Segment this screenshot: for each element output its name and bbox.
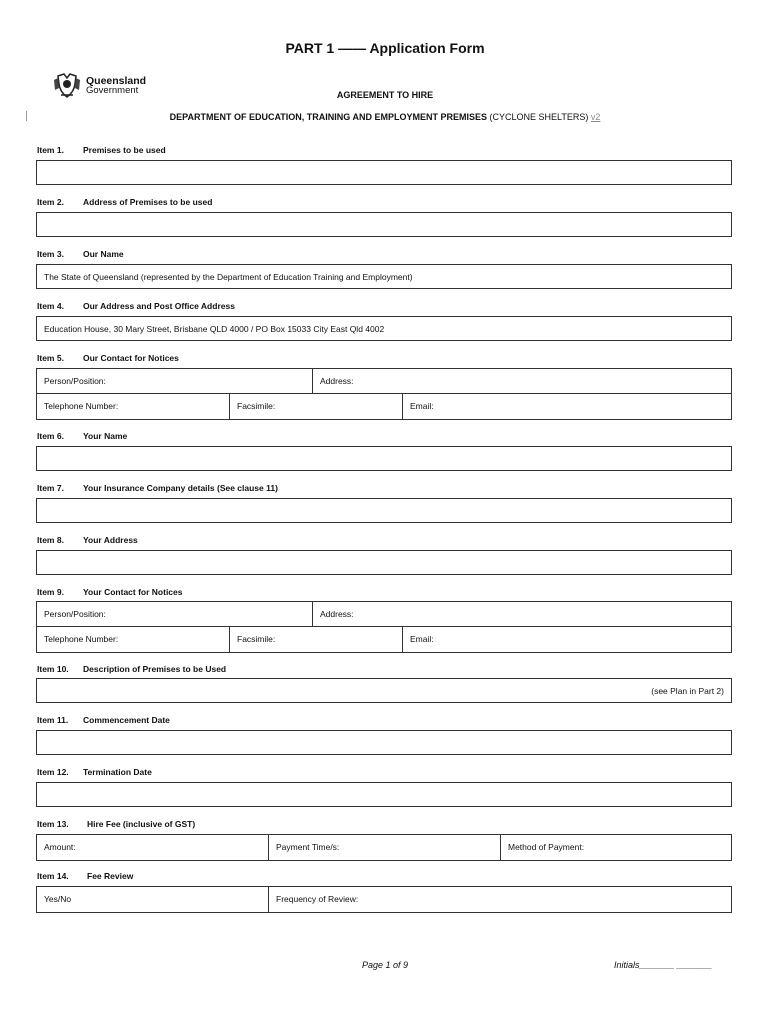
logo-line-1: Queensland (86, 75, 147, 87)
item-3-heading: Item 3. Our Name (37, 249, 124, 259)
your-contact-address-field[interactable]: Address: (320, 609, 354, 619)
your-contact-fax-field[interactable]: Facsimile: (230, 627, 403, 652)
item-1-heading: Item 1. Premises to be used (37, 145, 166, 155)
hire-fee-table (36, 834, 732, 861)
your-contact-phone-field[interactable]: Telephone Number: (37, 627, 230, 652)
review-frequency-field[interactable]: Frequency of Review: (276, 894, 359, 904)
department-name: DEPARTMENT OF EDUCATION, TRAINING AND EMPLOYMENT PREMISES (169, 112, 487, 122)
item-2-heading: Item 2. Address of Premises to be used (37, 197, 213, 207)
our-contact-phone-field[interactable]: Telephone Number: (37, 394, 230, 419)
page-title: PART 1 —— Application Form (285, 40, 485, 56)
your-contact-table (36, 601, 732, 653)
fee-review-table (36, 886, 732, 913)
item-11-heading: Item 11. Commencement Date (37, 715, 170, 725)
our-name-field: The State of Queensland (represented by the Department of Education Training and Employment) (36, 264, 732, 289)
department-line (0, 112, 770, 122)
our-contact-address-field[interactable]: Address: (320, 376, 354, 386)
premises-address-field[interactable] (36, 212, 732, 237)
our-contact-table (36, 368, 732, 420)
item-6-heading: Item 6. Your Name (37, 431, 128, 441)
item-9-heading: Item 9. Your Contact for Notices (37, 587, 183, 597)
termination-date-field[interactable] (36, 782, 732, 807)
insurance-details-field[interactable] (36, 498, 732, 523)
item-14-heading: Item 14. Fee Review (37, 871, 134, 881)
premises-field[interactable] (36, 160, 732, 185)
item-7-heading: Item 7. Your Insurance Company details (See clause 11) (37, 483, 278, 493)
our-address-field: Education House, 30 Mary Street, Brisbane QLD 4000 / PO Box 15033 City East Qld 4002 (36, 316, 732, 341)
our-contact-fax-field[interactable]: Facsimile: (230, 394, 403, 419)
form-subtitle: AGREEMENT TO HIRE (336, 90, 434, 100)
item-4-heading: Item 4. Our Address and Post Office Address (37, 301, 235, 311)
initials-line: Initials_______ _______ (614, 960, 713, 970)
item-5-heading: Item 5. Our Contact for Notices (37, 353, 179, 363)
payment-method-field[interactable]: Method of Payment: (508, 842, 585, 852)
your-address-field[interactable] (36, 550, 732, 575)
page-number: Page 1 of 9 (361, 960, 409, 970)
our-contact-person-field[interactable]: Person/Position: (37, 369, 313, 393)
item-12-heading: Item 12. Termination Date (37, 767, 152, 777)
item-10-heading: Item 10. Description of Premises to be Used (37, 664, 227, 674)
amount-field[interactable]: Amount: (37, 835, 269, 860)
item-8-heading: Item 8. Your Address (37, 535, 138, 545)
your-name-field[interactable] (36, 446, 732, 471)
item-13-heading: Item 13. Hire Fee (inclusive of GST) (37, 819, 196, 829)
your-contact-email-field[interactable]: Email: (410, 634, 434, 644)
our-contact-email-field[interactable]: Email: (410, 401, 434, 411)
premises-description-field[interactable] (36, 678, 732, 703)
commencement-date-field[interactable] (36, 730, 732, 755)
fee-review-yesno-field[interactable]: Yes/No (37, 887, 269, 912)
see-plan-note: (see Plan in Part 2) (651, 686, 724, 696)
your-contact-person-field[interactable]: Person/Position: (37, 602, 313, 626)
version-label: v2 (590, 112, 601, 122)
logo-line-2: Government (86, 85, 139, 96)
payment-time-field[interactable]: Payment Time/s: (269, 835, 501, 860)
department-qualifier: (CYCLONE SHELTERS) (489, 112, 589, 122)
